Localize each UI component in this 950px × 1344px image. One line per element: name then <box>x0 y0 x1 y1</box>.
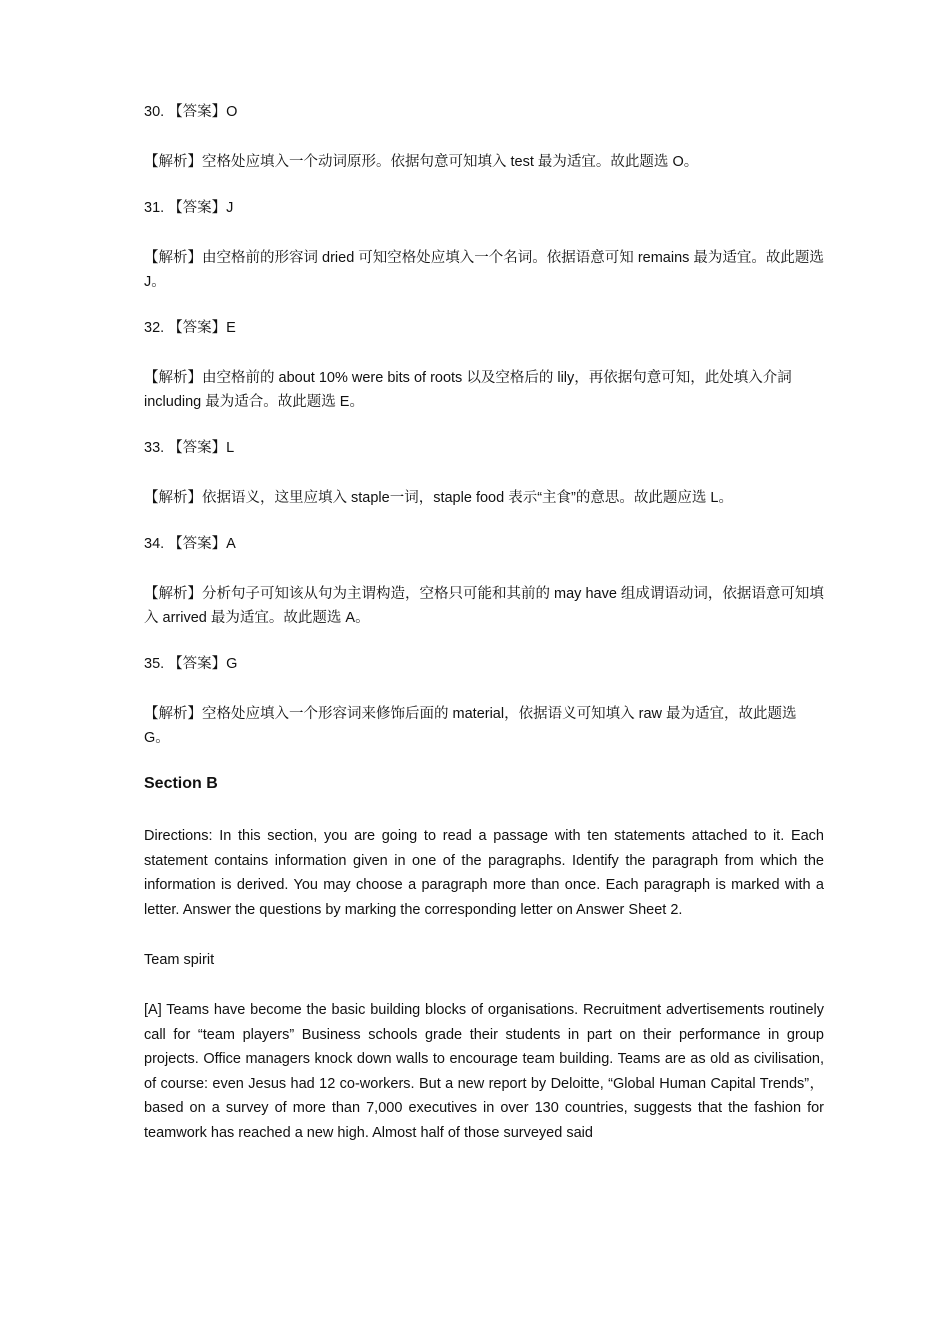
answer-35: 35. 【答案】G <box>144 656 238 672</box>
paragraph-a: [A] Teams have become the basic building blocks of organisations. Recruitment advertisements routinely call for “team players” Business schools grade their students in part on their performance in group projects. Office managers knock down walls to encourage team building. Teams are as old as civilisation, of course: even Jesus had 12 co-workers. But a new report by Deloitte, “Global Human Capital Trends”， based on a survey of more than 7,000 executives in over 130 countries, suggests that the fashion for teamwork has reached a new high. Almost half of those surveyed said <box>144 1002 824 1141</box>
answer-34: 34. 【答案】A <box>144 536 236 552</box>
explanation-31: 【解析】由空格前的形容词 dried 可知空格处应填入一个名词。依据语意可知 remains 最为适宜。故此题选 J。 <box>144 250 824 290</box>
answer-30: 30. 【答案】O <box>144 104 238 120</box>
explanation-33: 【解析】依据语义，这里应填入 staple一词，staple food 表示“主食”的意思。故此题应选 L。 <box>144 490 733 506</box>
explanation-34: 【解析】分析句子可知该从句为主谓构造，空格只可能和其前的 may have 组成谓语动词，依据语意可知填入 arrived 最为适宜。故此题选 A。 <box>144 586 824 626</box>
explanation-35: 【解析】空格处应填入一个形容词来修饰后面的 material，依据语义可知填入 raw 最为适宜，故此题选 G。 <box>144 706 797 746</box>
answer-31: 31. 【答案】J <box>144 200 234 216</box>
answer-33: 33. 【答案】L <box>144 440 235 456</box>
section-title: Section B <box>144 775 218 792</box>
explanation-30: 【解析】空格处应填入一个动词原形。依据句意可知填入 test 最为适宜。故此题选 O。 <box>144 154 699 170</box>
explanation-32: 【解析】由空格前的 about 10% were bits of roots 以及空格后的 lily，再依据句意可知，此处填入介詞 including 最为适合。故此题选 E。 <box>144 370 792 410</box>
document-content <box>144 100 824 1145</box>
directions-text: Directions: In this section, you are going to read a passage with ten statements attached to it. Each statement contains information given in one of the paragraphs. Identify the paragraph from which the information is derived. You may choose a paragraph more than once. Each paragraph is marked with a letter. Answer the questions by marking the corresponding letter on Answer Sheet 2. <box>144 828 824 918</box>
passage-title: Team spirit <box>144 952 215 968</box>
answer-32: 32. 【答案】E <box>144 320 236 336</box>
